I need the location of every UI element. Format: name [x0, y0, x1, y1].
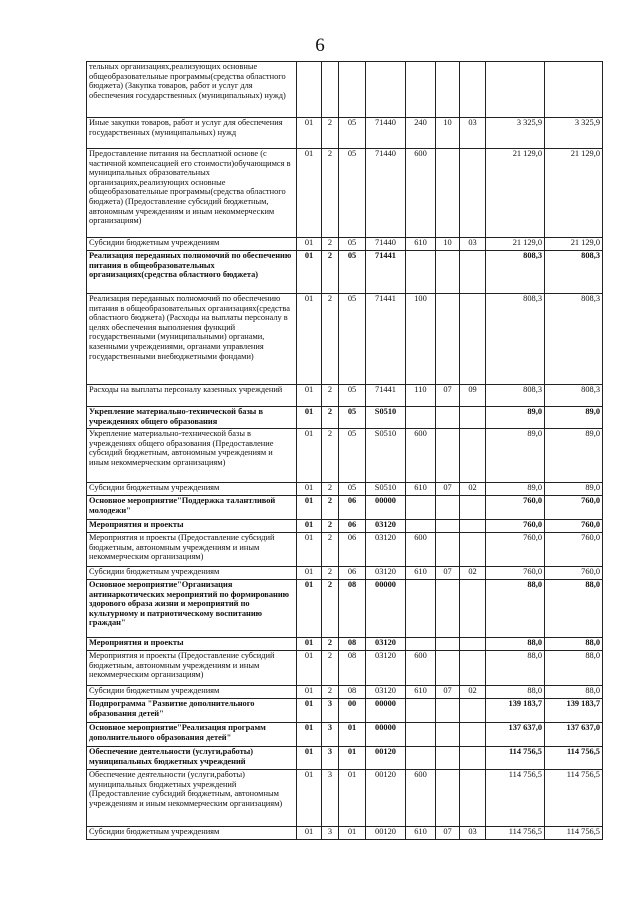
row-description: Расходы на выплаты персоналу казенных учреждений	[87, 385, 297, 407]
table-row	[87, 149, 603, 238]
amount-total: 808,3	[545, 251, 603, 294]
program-code: 01	[297, 770, 322, 827]
amount-total: 88,0	[545, 580, 603, 638]
activity-code: 05	[339, 238, 366, 251]
amount-plan: 89,0	[486, 483, 545, 496]
subprogram-code: 2	[322, 407, 339, 429]
row-description: Предоставление питания на бесплатной основе (с частичной компенсацией его стоимости)обучающимся в муниципальных образовательных организациях,реализующих основные общеобразовательные программы(средства областного бюджета) (Предоставление субсидий бюджетным, автономным учреждениям и иным некоммерческим организациям)	[87, 149, 297, 238]
amount-plan: 89,0	[486, 429, 545, 483]
activity-code: 08	[339, 638, 366, 651]
table-row	[87, 483, 603, 496]
direction-code: 03120	[366, 686, 406, 699]
table-row	[87, 827, 603, 840]
expense-type-code	[406, 251, 436, 294]
section-code: 07	[436, 483, 460, 496]
row-description: Мероприятия и проекты	[87, 520, 297, 533]
section-code: 07	[436, 567, 460, 580]
section-code	[436, 747, 460, 770]
expense-type-code: 610	[406, 686, 436, 699]
subprogram-code: 2	[322, 251, 339, 294]
amount-plan: 114 756,5	[486, 747, 545, 770]
activity-code: 05	[339, 118, 366, 149]
row-description: Субсидии бюджетным учреждениям	[87, 827, 297, 840]
table-row	[87, 580, 603, 638]
subsection-code	[460, 251, 486, 294]
expense-type-code	[406, 520, 436, 533]
program-code: 01	[297, 251, 322, 294]
subsection-code	[460, 651, 486, 686]
activity-code: 01	[339, 747, 366, 770]
section-code	[436, 651, 460, 686]
subprogram-code: 2	[322, 686, 339, 699]
subsection-code: 02	[460, 567, 486, 580]
amount-total: 114 756,5	[545, 770, 603, 827]
row-description: Иные закупки товаров, работ и услуг для обеспечения государственных (муниципальных) нужд	[87, 118, 297, 149]
program-code: 01	[297, 385, 322, 407]
direction-code: 03120	[366, 520, 406, 533]
direction-code: 71440	[366, 238, 406, 251]
activity-code: 05	[339, 149, 366, 238]
program-code: 01	[297, 294, 322, 385]
expense-type-code: 600	[406, 429, 436, 483]
row-description: Обеспечение деятельности (услуги,работы) муниципальных бюджетных учреждений	[87, 747, 297, 770]
subprogram-code: 3	[322, 699, 339, 723]
expense-type-code	[406, 62, 436, 118]
section-code: 07	[436, 827, 460, 840]
amount-total	[545, 62, 603, 118]
direction-code: 03120	[366, 638, 406, 651]
program-code: 01	[297, 429, 322, 483]
amount-total: 3 325,9	[545, 118, 603, 149]
subsection-code	[460, 520, 486, 533]
program-code: 01	[297, 651, 322, 686]
activity-code: 05	[339, 385, 366, 407]
program-code: 01	[297, 238, 322, 251]
subsection-code	[460, 723, 486, 747]
expense-type-code: 600	[406, 149, 436, 238]
amount-total: 88,0	[545, 651, 603, 686]
expense-type-code	[406, 747, 436, 770]
expense-type-code	[406, 723, 436, 747]
amount-plan: 88,0	[486, 686, 545, 699]
expense-type-code: 110	[406, 385, 436, 407]
section-code	[436, 496, 460, 520]
subprogram-code: 3	[322, 770, 339, 827]
activity-code: 05	[339, 429, 366, 483]
activity-code: 05	[339, 294, 366, 385]
row-description: Мероприятия и проекты (Предоставление субсидий бюджетным, автономным учреждениям и иным некоммерческим организациям)	[87, 533, 297, 567]
table-row	[87, 238, 603, 251]
amount-plan: 88,0	[486, 638, 545, 651]
table-row	[87, 723, 603, 747]
program-code: 01	[297, 483, 322, 496]
table-row	[87, 429, 603, 483]
program-code: 01	[297, 699, 322, 723]
row-description: Основное мероприятие"Организация антинаркотических мероприятий по формированию здорового образа жизни и мероприятий по культурному и патриотическому воспитанию граждан"	[87, 580, 297, 638]
table-row	[87, 385, 603, 407]
subsection-code	[460, 533, 486, 567]
amount-total: 760,0	[545, 567, 603, 580]
table-row	[87, 118, 603, 149]
subprogram-code: 2	[322, 520, 339, 533]
activity-code: 05	[339, 251, 366, 294]
table-row	[87, 294, 603, 385]
amount-plan: 114 756,5	[486, 770, 545, 827]
direction-code: 71440	[366, 149, 406, 238]
amount-plan: 760,0	[486, 520, 545, 533]
direction-code: 71441	[366, 251, 406, 294]
section-code: 10	[436, 238, 460, 251]
amount-plan: 760,0	[486, 567, 545, 580]
subprogram-code: 2	[322, 385, 339, 407]
amount-plan: 88,0	[486, 651, 545, 686]
row-description: Мероприятия и проекты	[87, 638, 297, 651]
amount-total: 114 756,5	[545, 747, 603, 770]
activity-code: 01	[339, 770, 366, 827]
subsection-code	[460, 62, 486, 118]
amount-plan: 760,0	[486, 533, 545, 567]
subprogram-code: 2	[322, 533, 339, 567]
table-row	[87, 533, 603, 567]
amount-plan	[486, 62, 545, 118]
section-code	[436, 723, 460, 747]
section-code	[436, 407, 460, 429]
subsection-code	[460, 294, 486, 385]
direction-code: 71441	[366, 385, 406, 407]
activity-code: 08	[339, 651, 366, 686]
row-description: тельных организациях,реализующих основные общеобразовательные программы(средства областного бюджета) (Закупка товаров, работ и услуг для обеспечения государственных (муниципальных) нужд)	[87, 62, 297, 118]
program-code: 01	[297, 827, 322, 840]
program-code: 01	[297, 723, 322, 747]
row-description: Основное мероприятие"Поддержка талантливой молодежи"	[87, 496, 297, 520]
section-code	[436, 580, 460, 638]
section-code	[436, 699, 460, 723]
expense-type-code: 600	[406, 651, 436, 686]
activity-code: 05	[339, 407, 366, 429]
expense-type-code: 600	[406, 770, 436, 827]
amount-plan: 808,3	[486, 251, 545, 294]
section-code: 07	[436, 686, 460, 699]
amount-total: 139 183,7	[545, 699, 603, 723]
subsection-code	[460, 770, 486, 827]
row-description: Субсидии бюджетным учреждениям	[87, 238, 297, 251]
row-description: Субсидии бюджетным учреждениям	[87, 483, 297, 496]
amount-total: 89,0	[545, 483, 603, 496]
subsection-code: 02	[460, 483, 486, 496]
direction-code: 03120	[366, 651, 406, 686]
amount-total: 760,0	[545, 533, 603, 567]
table-row	[87, 62, 603, 118]
activity-code: 06	[339, 567, 366, 580]
direction-code: 00000	[366, 723, 406, 747]
subprogram-code: 2	[322, 651, 339, 686]
program-code: 01	[297, 118, 322, 149]
section-code: 07	[436, 385, 460, 407]
direction-code: 03120	[366, 567, 406, 580]
direction-code: 71441	[366, 294, 406, 385]
subprogram-code: 2	[322, 567, 339, 580]
subprogram-code: 2	[322, 118, 339, 149]
amount-plan: 114 756,5	[486, 827, 545, 840]
program-code: 01	[297, 580, 322, 638]
activity-code: 01	[339, 723, 366, 747]
row-description: Основное мероприятие"Реализация программ дополнительного образования детей"	[87, 723, 297, 747]
budget-table	[86, 61, 603, 840]
subsection-code: 02	[460, 686, 486, 699]
program-code: 01	[297, 496, 322, 520]
direction-code: 00120	[366, 747, 406, 770]
row-description: Подпрограмма "Развитие дополнительного образования детей"	[87, 699, 297, 723]
section-code	[436, 251, 460, 294]
activity-code: 08	[339, 686, 366, 699]
expense-type-code: 610	[406, 483, 436, 496]
table-row	[87, 496, 603, 520]
subprogram-code: 2	[322, 483, 339, 496]
table-row	[87, 686, 603, 699]
subsection-code	[460, 699, 486, 723]
direction-code: S0510	[366, 429, 406, 483]
row-description: Укрепление материально-технической базы в учреждениях общего образования (Предоставление субсидий бюджетным, автономным учреждениям и иным некоммерческим организациям)	[87, 429, 297, 483]
amount-total: 89,0	[545, 429, 603, 483]
direction-code: 03120	[366, 533, 406, 567]
subprogram-code: 3	[322, 723, 339, 747]
amount-plan: 21 129,0	[486, 238, 545, 251]
program-code: 01	[297, 747, 322, 770]
row-description: Реализация переданных полномочий по обеспечению питания в общеобразовательных организациях(средства областного бюджета)	[87, 251, 297, 294]
row-description: Субсидии бюджетным учреждениям	[87, 567, 297, 580]
amount-plan: 808,3	[486, 294, 545, 385]
expense-type-code	[406, 496, 436, 520]
subsection-code: 09	[460, 385, 486, 407]
amount-total: 808,3	[545, 385, 603, 407]
direction-code: 00120	[366, 770, 406, 827]
program-code: 01	[297, 149, 322, 238]
section-code: 10	[436, 118, 460, 149]
subprogram-code: 2	[322, 429, 339, 483]
activity-code: 00	[339, 699, 366, 723]
expense-type-code	[406, 407, 436, 429]
subprogram-code: 2	[322, 496, 339, 520]
section-code	[436, 294, 460, 385]
section-code	[436, 533, 460, 567]
amount-total: 88,0	[545, 638, 603, 651]
program-code: 01	[297, 686, 322, 699]
subsection-code	[460, 496, 486, 520]
row-description: Реализация переданных полномочий по обеспечению питания в общеобразовательных организациях(средства областного бюджета) (Расходы на выплаты персоналу в целях обеспечения выполнения функций государственными (муниципальными) органами, казенными учреждениями, органами управления государственными внебюджетными фондами)	[87, 294, 297, 385]
expense-type-code: 600	[406, 533, 436, 567]
table-row	[87, 747, 603, 770]
row-description: Укрепление материально-технической базы в учреждениях общего образования	[87, 407, 297, 429]
subsection-code	[460, 638, 486, 651]
row-description: Субсидии бюджетным учреждениям	[87, 686, 297, 699]
table-row	[87, 770, 603, 827]
table-row	[87, 520, 603, 533]
amount-plan: 760,0	[486, 496, 545, 520]
subsection-code	[460, 747, 486, 770]
subprogram-code	[322, 62, 339, 118]
program-code: 01	[297, 520, 322, 533]
amount-total: 88,0	[545, 686, 603, 699]
direction-code: 71440	[366, 118, 406, 149]
amount-plan: 139 183,7	[486, 699, 545, 723]
activity-code: 05	[339, 483, 366, 496]
subprogram-code: 2	[322, 294, 339, 385]
page-number: 6	[315, 35, 325, 56]
amount-total: 21 129,0	[545, 238, 603, 251]
activity-code: 08	[339, 580, 366, 638]
amount-total: 760,0	[545, 520, 603, 533]
amount-total: 89,0	[545, 407, 603, 429]
table-row	[87, 638, 603, 651]
subprogram-code: 2	[322, 580, 339, 638]
section-code	[436, 520, 460, 533]
subprogram-code: 2	[322, 638, 339, 651]
section-code	[436, 149, 460, 238]
expense-type-code: 240	[406, 118, 436, 149]
subsection-code	[460, 149, 486, 238]
direction-code: 00000	[366, 580, 406, 638]
amount-total: 760,0	[545, 496, 603, 520]
table-row	[87, 651, 603, 686]
amount-total: 808,3	[545, 294, 603, 385]
expense-type-code	[406, 638, 436, 651]
program-code: 01	[297, 638, 322, 651]
amount-total: 137 637,0	[545, 723, 603, 747]
table-row	[87, 251, 603, 294]
activity-code	[339, 62, 366, 118]
section-code	[436, 638, 460, 651]
amount-plan: 3 325,9	[486, 118, 545, 149]
expense-type-code	[406, 580, 436, 638]
amount-total: 114 756,5	[545, 827, 603, 840]
activity-code: 01	[339, 827, 366, 840]
direction-code: 00000	[366, 496, 406, 520]
row-description: Мероприятия и проекты (Предоставление субсидий бюджетным, автономным учреждениям и иным некоммерческим организациям)	[87, 651, 297, 686]
section-code	[436, 62, 460, 118]
expense-type-code: 610	[406, 238, 436, 251]
amount-plan: 808,3	[486, 385, 545, 407]
row-description: Обеспечение деятельности (услуги,работы) муниципальных бюджетных учреждений (Предоставление субсидий бюджетным, автономным учреждениям и иным некоммерческим организациям)	[87, 770, 297, 827]
amount-total: 21 129,0	[545, 149, 603, 238]
activity-code: 06	[339, 496, 366, 520]
subsection-code	[460, 580, 486, 638]
program-code: 01	[297, 567, 322, 580]
direction-code: 00120	[366, 827, 406, 840]
subsection-code	[460, 407, 486, 429]
program-code: 01	[297, 533, 322, 567]
direction-code: S0510	[366, 483, 406, 496]
amount-plan: 88,0	[486, 580, 545, 638]
activity-code: 06	[339, 533, 366, 567]
expense-type-code: 610	[406, 567, 436, 580]
subsection-code: 03	[460, 118, 486, 149]
amount-plan: 89,0	[486, 407, 545, 429]
program-code: 01	[297, 407, 322, 429]
subsection-code	[460, 429, 486, 483]
section-code	[436, 770, 460, 827]
subsection-code: 03	[460, 238, 486, 251]
amount-plan: 137 637,0	[486, 723, 545, 747]
subprogram-code: 3	[322, 747, 339, 770]
direction-code	[366, 62, 406, 118]
table-row	[87, 699, 603, 723]
expense-type-code	[406, 699, 436, 723]
subprogram-code: 2	[322, 238, 339, 251]
amount-plan: 21 129,0	[486, 149, 545, 238]
direction-code: S0510	[366, 407, 406, 429]
expense-type-code: 100	[406, 294, 436, 385]
program-code	[297, 62, 322, 118]
subprogram-code: 2	[322, 149, 339, 238]
expense-type-code: 610	[406, 827, 436, 840]
table-row	[87, 567, 603, 580]
table-row	[87, 407, 603, 429]
direction-code: 00000	[366, 699, 406, 723]
section-code	[436, 429, 460, 483]
activity-code: 06	[339, 520, 366, 533]
subsection-code: 03	[460, 827, 486, 840]
subprogram-code: 3	[322, 827, 339, 840]
